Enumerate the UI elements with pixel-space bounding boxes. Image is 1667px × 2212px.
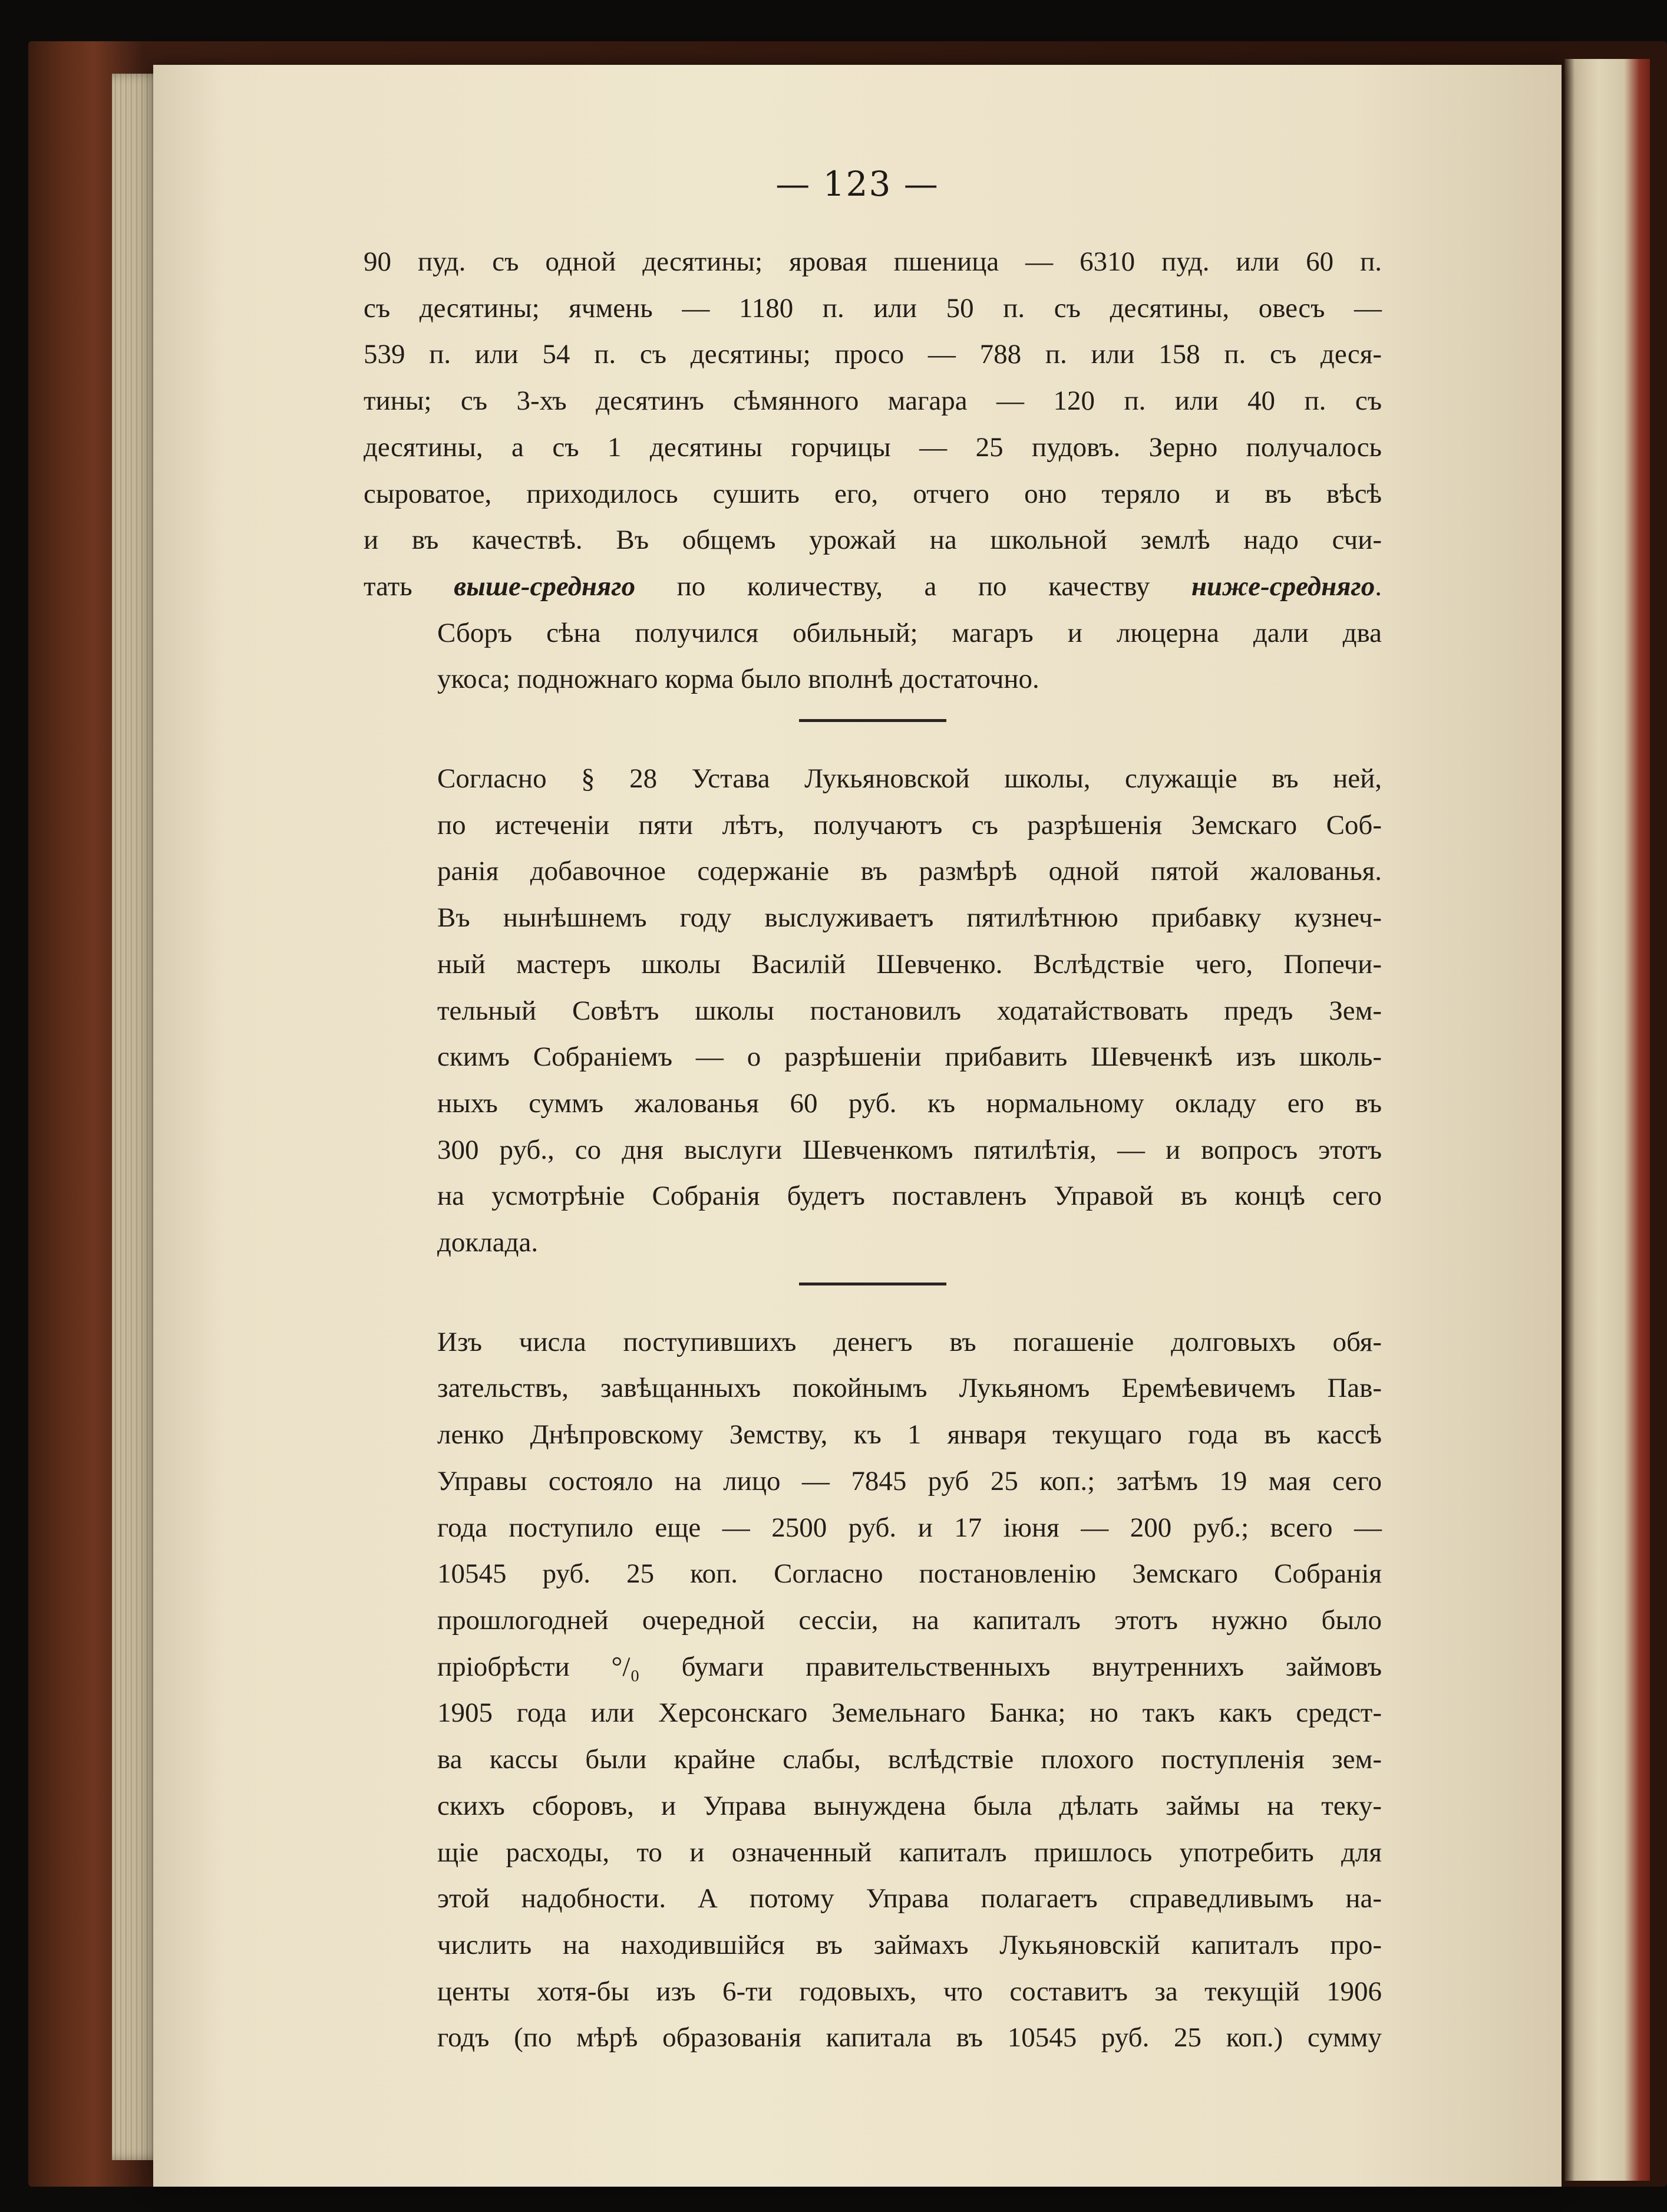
text-line: тины; съ 3-хъ десятинъ сѣмянного магара — 120 п. или 40 п. съ — [364, 385, 1382, 417]
book-page-edges-right — [1564, 59, 1650, 2181]
text-line: Сборъ сѣна получился обильный; магаръ и люцерна дали два — [437, 617, 1382, 648]
text-line: тельный Совѣтъ школы постановилъ ходатайствовать предъ Зем- — [437, 995, 1382, 1026]
text-fragment: по количеству, а по качеству — [676, 571, 1150, 602]
text-line: скимъ Собраніемъ — о разрѣшеніи прибавить Шевченкѣ изъ школь- — [437, 1041, 1382, 1073]
text-fragment: . — [1375, 571, 1382, 602]
text-line: года поступило еще — 2500 руб. и 17 іюня — 200 руб.; всего — — [437, 1512, 1382, 1543]
section-divider — [799, 1283, 946, 1285]
text-fragment: тать — [364, 571, 412, 602]
text-line: числить на находившійся въ займахъ Лукьяновскій капиталъ про- — [437, 1929, 1382, 1960]
text-line: пріобрѣсти °/₀ бумаги правительственныхъ внутреннихъ займовъ — [437, 1651, 1382, 1682]
text-line: и въ качествѣ. Въ общемъ урожай на школьной землѣ надо счи- — [364, 525, 1382, 556]
text-line: Управы состояло на лицо — 7845 руб 25 коп.; затѣмъ 19 мая сего — [437, 1465, 1382, 1496]
paragraph-salary — [364, 756, 1382, 1266]
paragraph-hay — [364, 610, 1382, 703]
italic-emphasis: ниже-средняго — [1191, 571, 1375, 602]
text-line: по истеченіи пяти лѣтъ, получаютъ съ разрѣшенія Земскаго Соб- — [437, 809, 1382, 840]
italic-emphasis: выше-средняго — [454, 571, 636, 602]
page-number: — 123 — — [775, 164, 939, 204]
paragraph-harvest — [364, 239, 1382, 610]
text-line: 300 руб., со дня выслуги Шевченкомъ пятилѣтія, — и вопросъ этотъ — [437, 1134, 1382, 1165]
section-divider — [799, 719, 946, 722]
text-line: ва кассы были крайне слабы, вслѣдствіе плохого поступленія зем- — [437, 1744, 1382, 1775]
text-line: доклада. — [437, 1227, 539, 1258]
text-line: Согласно § 28 Устава Лукьяновской школы, служащіе въ ней, — [437, 763, 1382, 795]
text-line: сыроватое, приходилось сушить его, отчего оно теряло и въ вѣсѣ — [364, 478, 1382, 509]
text-line: прошлогодней очередной сессіи, на капиталъ этотъ нужно было — [437, 1604, 1382, 1636]
text-line: годъ (по мѣрѣ образованія капитала въ 10545 руб. 25 коп.) сумму — [437, 2022, 1382, 2053]
text-line: Изъ числа поступившихъ денегъ въ погашеніе долговыхъ обя- — [437, 1326, 1382, 1357]
text-line — [364, 563, 1382, 610]
text-line: 10545 руб. 25 коп. Согласно постановленію Земскаго Собранія — [437, 1558, 1382, 1590]
text-line: ныхъ суммъ жалованья 60 руб. къ нормальному окладу его въ — [437, 1087, 1382, 1119]
text-line: скихъ сборовъ, и Управа вынуждена была дѣлать займы на теку- — [437, 1790, 1382, 1821]
text-line: 539 п. или 54 п. съ десятины; просо — 788 п. или 158 п. съ деся- — [364, 339, 1382, 370]
text-line: щіе расходы, то и означенный капиталъ пришлось употребить для — [437, 1837, 1382, 1868]
text-line: этой надобности. А потому Управа полагаетъ справедливымъ на- — [437, 1883, 1382, 1914]
text-line: зательствъ, завѣщанныхъ покойнымъ Лукьяномъ Еремѣевичемъ Пав- — [437, 1373, 1382, 1404]
text-line: ранія добавочное содержаніе въ размѣрѣ одной пятой жалованья. — [437, 856, 1382, 887]
text-line: 90 пуд. съ одной десятины; яровая пшеница — 6310 пуд. или 60 п. — [364, 246, 1382, 277]
text-line: 1905 года или Херсонскаго Земельнаго Банка; но такъ какъ средст- — [437, 1697, 1382, 1729]
text-line: ленко Днѣпровскому Земству, къ 1 января текущаго года въ кассѣ — [437, 1419, 1382, 1451]
text-line: десятины, а съ 1 десятины горчицы — 25 пудовъ. Зерно получалось — [364, 431, 1382, 463]
text-line: съ десятины; ячмень — 1180 п. или 50 п. съ десятины, овесъ — — [364, 292, 1382, 324]
text-line: ный мастеръ школы Василій Шевченко. Вслѣдствіе чего, Попечи- — [437, 948, 1382, 980]
paragraph-capital — [364, 1319, 1382, 2061]
text-line: укоса; подножнаго корма было вполнѣ достаточно. — [437, 664, 1039, 695]
text-line: Въ нынѣшнемъ году выслуживаетъ пятилѣтнюю прибавку кузнеч- — [437, 902, 1382, 934]
book-page — [153, 65, 1562, 2187]
text-line: на усмотрѣніе Собранія будетъ поставленъ Управой въ концѣ сего — [437, 1181, 1382, 1212]
text-line: центы хотя-бы изъ 6-ти годовыхъ, что составитъ за текущій 1906 — [437, 1976, 1382, 2007]
page-body — [364, 239, 1382, 2061]
